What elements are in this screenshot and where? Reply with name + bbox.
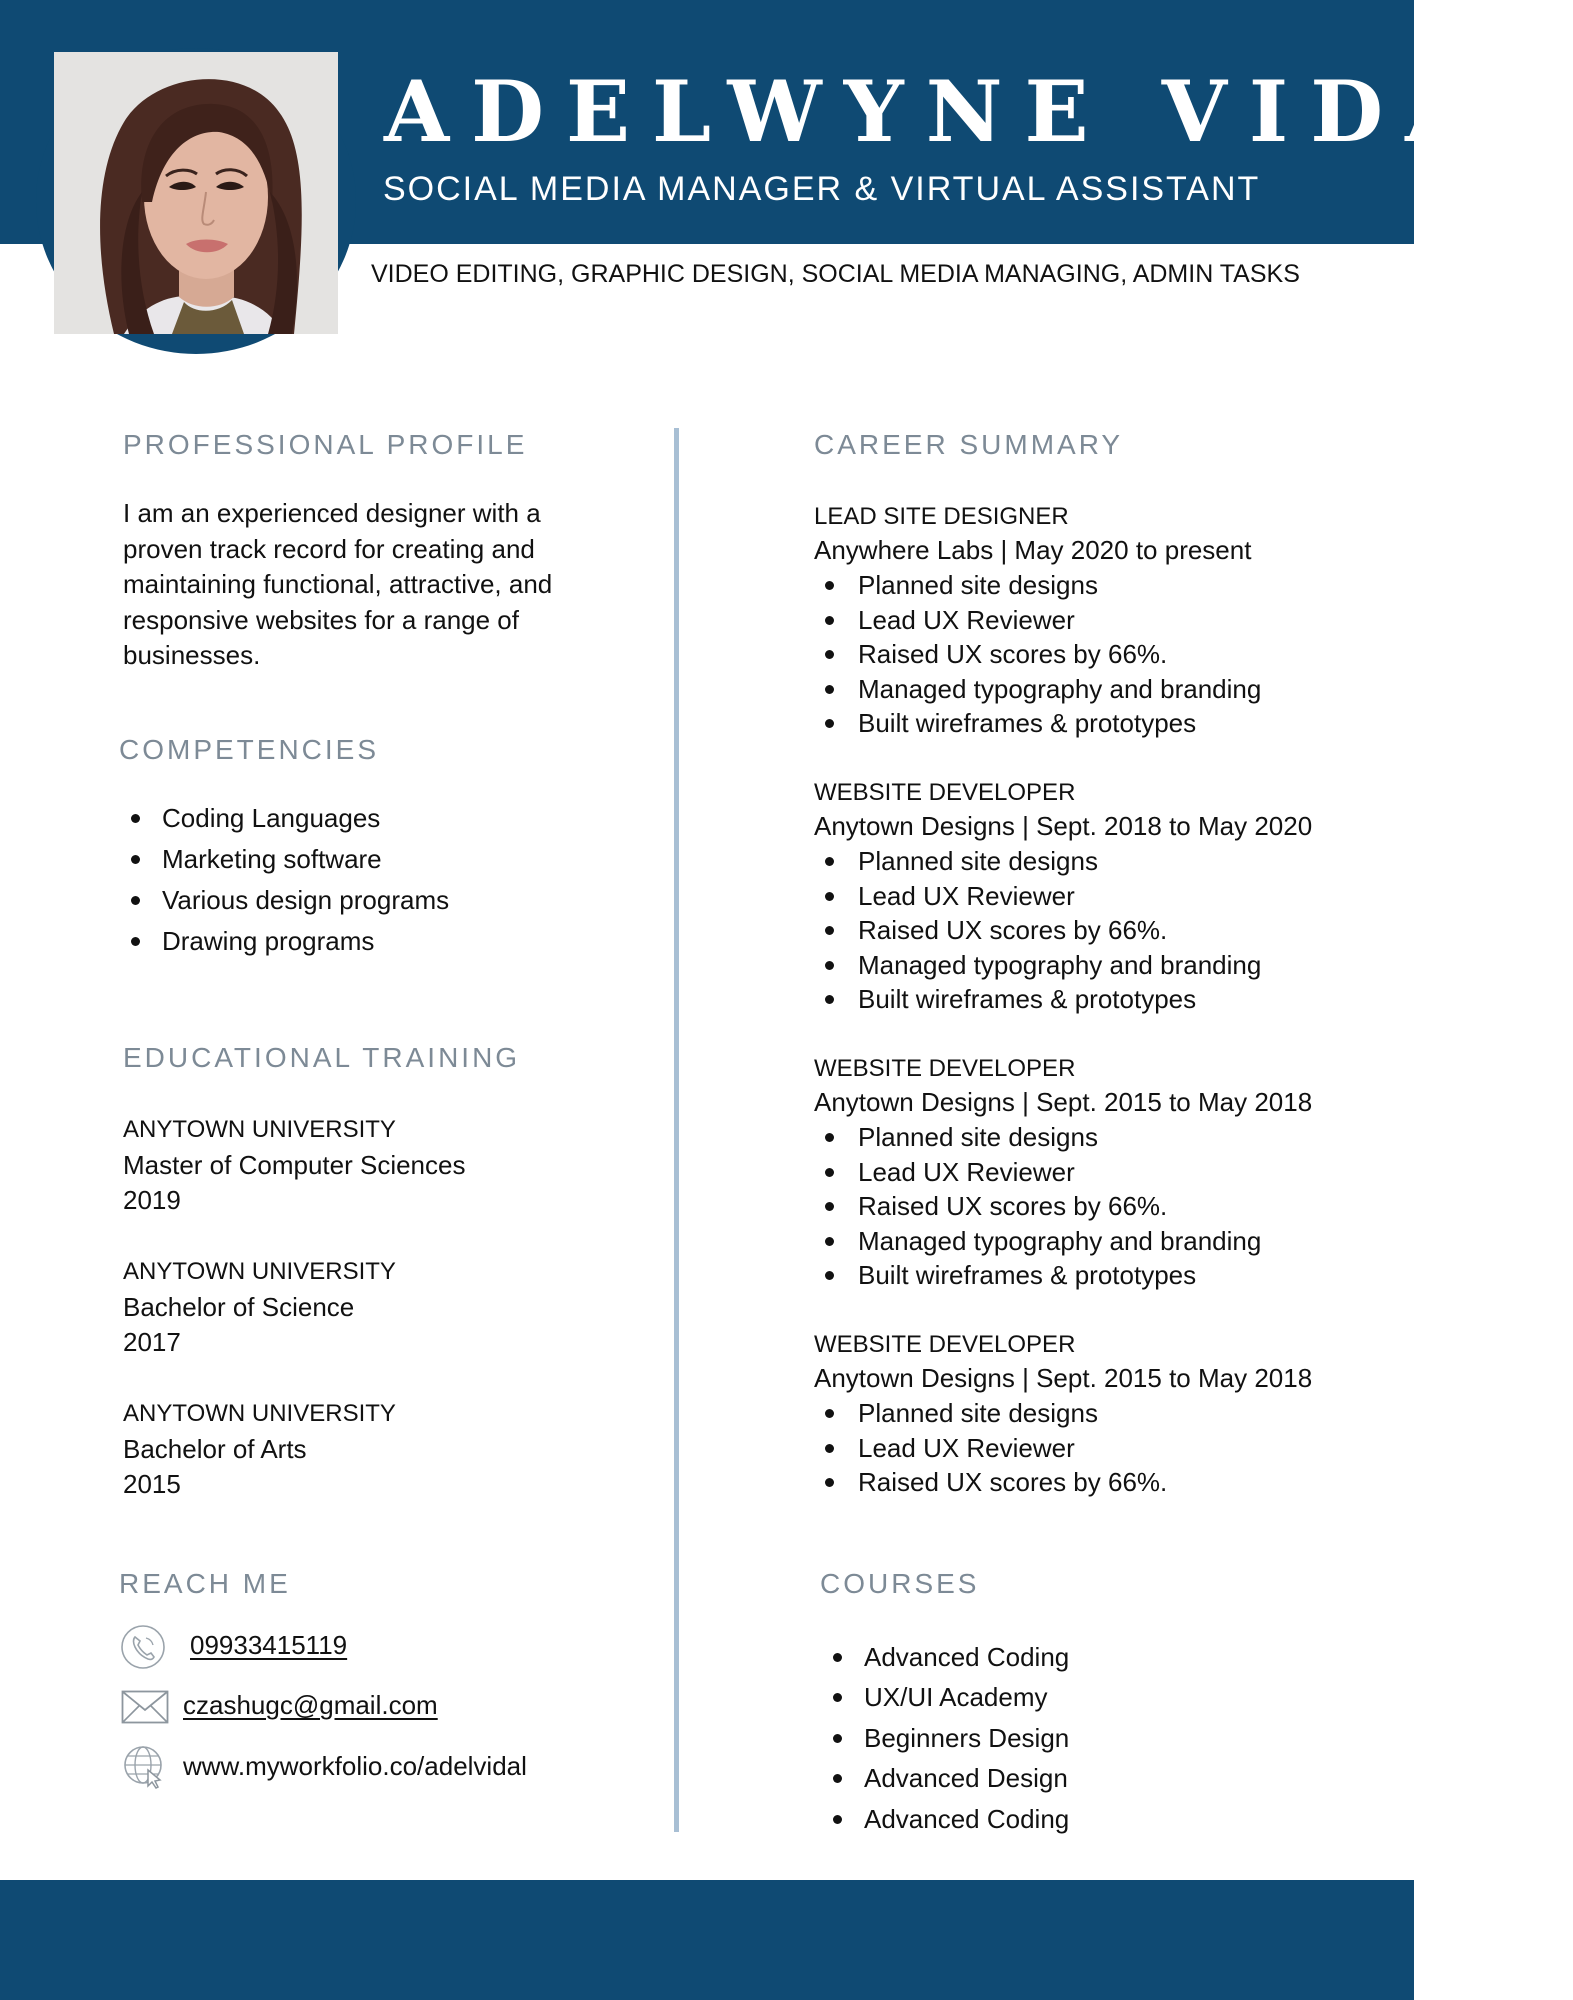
education-entry: [123, 1396, 396, 1503]
job-bullet: Lead UX Reviewer: [815, 1431, 1167, 1466]
job-bullet: Built wireframes & prototypes: [815, 982, 1261, 1017]
job-bullet: Raised UX scores by 66%.: [815, 637, 1261, 672]
competencies-list: [121, 798, 449, 962]
job-company: Anytown Designs | Sept. 2015 to May 2018: [814, 1363, 1313, 1393]
footer-band: [0, 1880, 1414, 2000]
course-item: Advanced Coding: [823, 1637, 1069, 1677]
graduation-year: 2019: [123, 1185, 181, 1215]
email-icon: [121, 1690, 169, 1724]
job-bullet: Built wireframes & prototypes: [815, 1258, 1261, 1293]
career-heading: CAREER SUMMARY: [814, 429, 1124, 460]
job-title: WEBSITE DEVELOPER: [814, 1331, 1076, 1358]
education-entry: [123, 1254, 396, 1361]
contact-heading: REACH ME: [119, 1568, 291, 1599]
competency-item: Various design programs: [121, 880, 449, 921]
degree: Bachelor of Science: [123, 1291, 355, 1322]
degree: Master of Computer Sciences: [123, 1149, 466, 1180]
job-bullet: Lead UX Reviewer: [815, 1155, 1261, 1190]
skills-summary: VIDEO EDITING, GRAPHIC DESIGN, SOCIAL MEDIA MANAGING, ADMIN TASKS: [371, 260, 1300, 288]
profile-line: maintaining functional, attractive, and: [123, 569, 553, 599]
portrait-illustration: [54, 52, 338, 334]
job-bullets: [815, 1396, 1167, 1500]
job-bullet: Lead UX Reviewer: [815, 879, 1261, 914]
job-bullet: Managed typography and branding: [815, 672, 1261, 707]
graduation-year: 2017: [123, 1327, 181, 1357]
job-bullet: Planned site designs: [815, 1120, 1261, 1155]
website-link[interactable]: www.myworkfolio.co/adelvidal: [183, 1751, 527, 1781]
job-bullet: Raised UX scores by 66%.: [815, 913, 1261, 948]
phone-link[interactable]: 09933415119: [190, 1630, 348, 1660]
education-heading: EDUCATIONAL TRAINING: [123, 1042, 521, 1073]
job-title: WEBSITE DEVELOPER: [814, 1055, 1076, 1082]
school-name: ANYTOWN UNIVERSITY: [123, 1400, 396, 1427]
job-bullet: Built wireframes & prototypes: [815, 706, 1261, 741]
job-bullet: Lead UX Reviewer: [815, 603, 1261, 638]
job-bullet: Planned site designs: [815, 844, 1261, 879]
profile-line: responsive websites for a range of: [123, 604, 519, 635]
globe-icon: [122, 1744, 168, 1790]
job-bullet: Managed typography and branding: [815, 1224, 1261, 1259]
job-bullet: Managed typography and branding: [815, 948, 1261, 983]
degree: Bachelor of Arts: [123, 1433, 307, 1464]
phone-icon: [120, 1624, 166, 1670]
job-bullets: [815, 844, 1261, 1017]
job-role-title: SOCIAL MEDIA MANAGER & VIRTUAL ASSISTANT: [383, 170, 1261, 208]
competency-item: Drawing programs: [121, 921, 449, 962]
profile-text: [123, 496, 623, 674]
education-entry: [123, 1112, 465, 1219]
job-title: WEBSITE DEVELOPER: [814, 779, 1076, 806]
job-bullet: Raised UX scores by 66%.: [815, 1465, 1167, 1500]
school-name: ANYTOWN UNIVERSITY: [123, 1258, 396, 1285]
graduation-year: 2015: [123, 1469, 181, 1499]
job-company: Anytown Designs | Sept. 2015 to May 2018: [814, 1087, 1313, 1117]
job-bullet: Planned site designs: [815, 568, 1261, 603]
profile-line: proven track record for creating and: [123, 533, 535, 564]
job-company: Anytown Designs | Sept. 2018 to May 2020: [814, 811, 1313, 841]
job-company: Anywhere Labs | May 2020 to present: [814, 535, 1252, 565]
school-name: ANYTOWN UNIVERSITY: [123, 1116, 396, 1143]
course-item: Advanced Design: [823, 1758, 1069, 1798]
course-item: Advanced Coding: [823, 1799, 1069, 1839]
course-item: Beginners Design: [823, 1718, 1069, 1758]
candidate-name: ADELWYNE VIDAL: [384, 62, 1573, 161]
job-bullet: Planned site designs: [815, 1396, 1167, 1431]
job-bullets: [815, 1120, 1261, 1293]
job-bullets: [815, 568, 1261, 741]
profile-heading: PROFESSIONAL PROFILE: [123, 429, 528, 460]
job-bullet: Raised UX scores by 66%.: [815, 1189, 1261, 1224]
profile-line: businesses.: [123, 640, 261, 670]
profile-photo: [54, 52, 338, 334]
courses-heading: COURSES: [820, 1568, 980, 1599]
competencies-heading: COMPETENCIES: [119, 734, 380, 765]
competency-item: Coding Languages: [121, 798, 449, 839]
column-divider: [674, 428, 679, 1832]
courses-list: [823, 1637, 1069, 1839]
course-item: UX/UI Academy: [823, 1677, 1069, 1717]
competency-item: Marketing software: [121, 839, 449, 880]
email-link[interactable]: czashugc@gmail.com: [183, 1690, 438, 1720]
profile-line: I am an experienced designer with a: [123, 498, 541, 528]
job-title: LEAD SITE DESIGNER: [814, 503, 1069, 530]
